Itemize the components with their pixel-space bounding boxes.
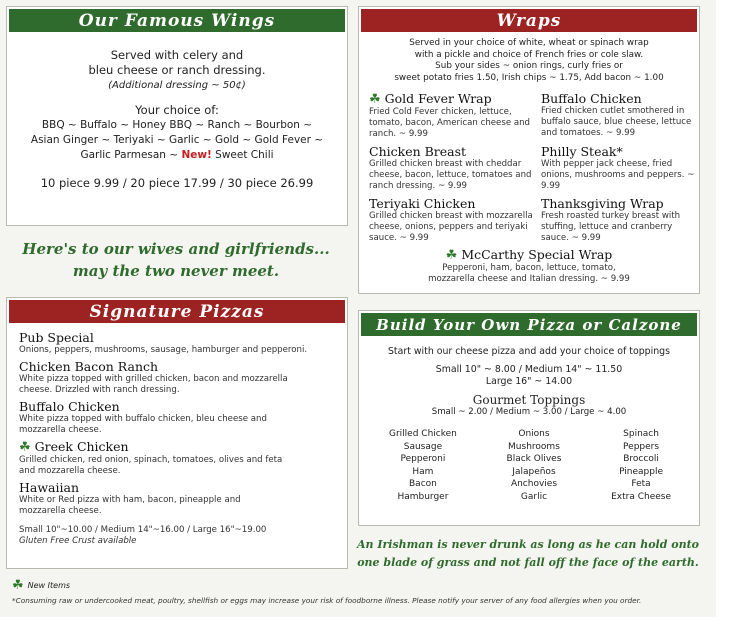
wraps-intro [359,38,699,84]
toast-irishman-line1: An Irishman is never drunk as long as he can hold onto [356,538,699,551]
wrap-special-desc-line2: mozzarella cheese and Italian dressing. ~ 9.99 [428,274,630,284]
wings-section [6,6,348,226]
topping: Pineapple [619,466,664,477]
shamrock-icon: ☘ [19,440,31,455]
topping: Bacon [409,479,437,489]
wrap-desc: Fresh roasted turkey breast with stuffing, lettuce and cranberry sauce. ~ 9.99 [541,211,681,243]
wings-prices: 10 piece 9.99 / 20 piece 17.99 / 30 piece 26.99 [40,176,314,190]
topping: Grilled Chicken [389,429,457,439]
wrap-special [359,248,699,285]
wrap-desc: Fried chicken cutlet smothered in buffalo sauce, blue cheese, lettuce and tomatoes. ~ 9.99 [541,106,692,138]
topping: Black Olives [506,454,562,464]
pizza-desc: White pizza topped with buffalo chicken, bleu cheese and mozzarella cheese. [19,414,267,435]
byo-section [358,310,700,526]
wrap-special-name: McCarthy Special Wrap [461,247,613,262]
wraps-intro-line3: Sub your sides ~ onion rings, curly fries or [435,61,623,71]
toast-wives-line1: Here's to our wives and girlfriends... [22,240,330,258]
toppings-col-3 [611,428,671,503]
pizza-desc: White or Red pizza with ham, bacon, pineapple and mozzarella cheese. [19,495,241,516]
pizza-item [19,360,335,396]
topping: Mushrooms [508,441,560,452]
shamrock-icon: ☘ [445,248,458,263]
topping: Peppers [623,441,660,452]
pizzas-header: Signature Pizzas [7,298,347,325]
pizza-item [19,440,335,477]
byo-header: Build Your Own Pizza or Calzone [359,311,699,338]
topping: Spinach [623,429,659,439]
pizza-desc: White pizza topped with grilled chicken, bacon and mozzarella cheese. Drizzled with ranch dressing. [19,374,288,395]
toppings-grid [359,418,699,503]
topping: Sausage [403,441,443,452]
topping: Hamburger [397,491,449,502]
wrap-item [541,92,701,140]
byo-sizes-line2: Large 16" ~ 14.00 [485,376,573,387]
footer [12,578,712,605]
pizza-desc: Grilled chicken, red onion, spinach, tomatoes, olives and feta and mozzarella cheese. [19,455,283,476]
wrap-desc: Grilled chicken breast with cheddar cheese, bacon, lettuce, tomatoes and ranch dressing. ~ 9.99 [369,159,532,191]
wings-choice-title: Your choice of: [135,103,219,117]
wrap-item [541,145,701,192]
wings-flavors-line3-pre: Garlic Parmesan ~ [80,149,182,161]
wraps-header: Wraps [359,7,699,34]
wrap-desc: Grilled chicken breast with mozzarella cheese, onions, peppers and teriyaki sauce. ~ 9.99 [369,211,533,243]
pizza-item [19,481,335,517]
wings-served-line2: bleu cheese or ranch dressing. [88,63,266,77]
wings-served-line1: Served with celery and [110,48,244,62]
pizza-item [19,400,335,436]
wrap-name: Buffalo Chicken [541,91,642,106]
wings-flavors-line2: Asian Ginger ~ Teriyaki ~ Garlic ~ Gold ~ Gold Fever ~ [30,134,324,146]
gourmet-prices: Small ~ 2.00 / Medium ~ 3.00 / Large ~ 4.00 [431,407,627,417]
shamrock-icon: ☘ [369,92,381,107]
wings-additional-dressing: (Additional dressing ~ 50¢) [108,80,246,91]
topping: Extra Cheese [611,491,671,502]
wrap-item [369,197,535,244]
gourmet-title: Gourmet Toppings [472,393,586,407]
wings-flavors-line3 [7,148,347,163]
topping: Jalapeños [512,466,556,477]
byo-intro: Start with our cheese pizza and add your choice of toppings [387,346,670,357]
wings-flavors-line3-post: Sweet Chili [211,149,274,161]
toast-wives [6,238,346,282]
wings-header: Our Famous Wings [7,7,347,34]
pizza-name: Buffalo Chicken [19,399,120,414]
shamrock-icon: ☘ [12,578,24,593]
wrap-item [369,92,535,140]
toast-irishman [356,536,700,572]
byo-sizes-line1: Small 10" ~ 8.00 / Medium 14" ~ 11.50 [435,364,623,375]
topping: Anchovies [510,479,558,489]
wrap-name: Thanksgiving Wrap [541,196,664,211]
topping: Broccoli [623,454,659,464]
pizza-name: Chicken Bacon Ranch [19,359,159,374]
wings-flavors-line1: BBQ ~ Buffalo ~ Honey BBQ ~ Ranch ~ Bourbon ~ [41,119,313,131]
disclaimer: *Consuming raw or undercooked meat, poultry, shellfish or eggs may increase your risk of foodborne illness. Please notify your server of any food allergies when you order. [12,596,642,605]
wrap-name: Gold Fever Wrap [384,91,492,106]
wrap-desc: Fried Cold Fever chicken, lettuce, tomato, bacon, American cheese and ranch. ~ 9.99 [369,107,531,139]
wrap-item [369,145,535,192]
wrap-item [541,197,701,244]
wraps-intro-line4: sweet potato fries 1.50, Irish chips ~ 1.75, Add bacon ~ 1.00 [394,72,664,83]
wraps-intro-line1: Served in your choice of white, wheat or spinach wrap [409,38,649,48]
wrap-name: Chicken Breast [369,144,467,159]
new-badge: New! [181,149,212,161]
wrap-name: Philly Steak* [541,144,623,159]
wrap-name: Teriyaki Chicken [369,196,476,211]
pizza-name: Pub Special [19,330,94,345]
wraps-section [358,6,700,294]
toast-irishman-line2: one blade of grass and not fall off the face of the earth. [357,556,699,569]
pizza-sizes: Small 10"~10.00 / Medium 14"~16.00 / Large 16"~19.00 [19,525,267,535]
topping: Ham [412,466,434,477]
gluten-free-note: Gluten Free Crust available [19,536,137,546]
topping: Garlic [520,491,548,502]
toast-wives-line2: may the two never meet. [72,262,280,280]
pizza-item [19,331,335,356]
topping: Pepperoni [400,454,446,464]
wrap-desc: With pepper jack cheese, fried onions, mushrooms and peppers. ~ 9.99 [541,159,695,191]
pizza-name: Greek Chicken [34,439,129,454]
pizza-name: Hawaiian [19,480,80,495]
topping: Feta [631,479,651,489]
toppings-col-2 [507,428,562,503]
wrap-special-desc-line1: Pepperoni, ham, bacon, lettuce, tomato, [442,263,616,273]
pizza-desc: Onions, peppers, mushrooms, sausage, hamburger and pepperoni. [19,345,308,355]
toppings-col-1 [389,428,457,503]
pizzas-section [6,297,348,569]
topping: Onions [518,429,550,439]
wraps-intro-line2: with a pickle and choice of French fries or cole slaw. [414,49,644,60]
new-items-legend: New Items [27,581,71,590]
